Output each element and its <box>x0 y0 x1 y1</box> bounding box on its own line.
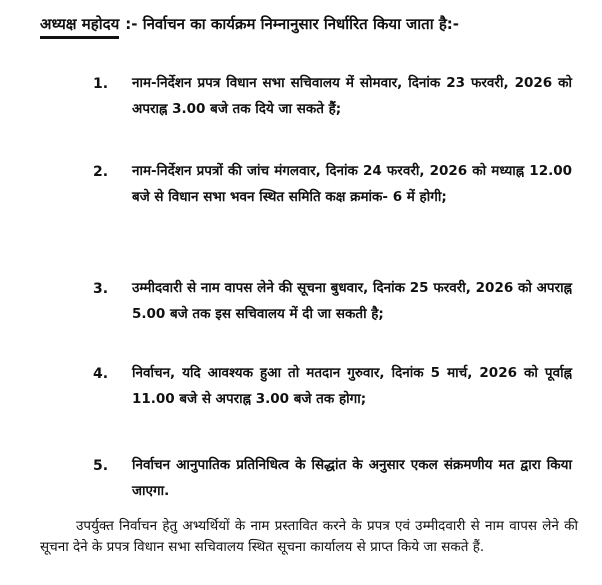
item-number: 4. <box>93 366 109 382</box>
item-text: नाम-निर्देशन प्रपत्र विधान सभा सचिवालय में सोमवार, दिनांक 23 फरवरी, 2026 को अपराह्न 3.00 बजे तक दिये जा सकते हैं; <box>132 75 572 117</box>
item-text: निर्वाचन आनुपातिक प्रतिनिधित्व के सिद्धांत के अनुसार एकल संक्रमणीय मत द्वारा किया जाएगा. <box>132 457 572 499</box>
item-text: उम्मीदवारी से नाम वापस लेने की सूचना बुधवार, दिनांक 25 फरवरी, 2026 को अपराह्न 5.00 बजे तक इस सचिवालय में दी जा सकती है; <box>132 280 572 322</box>
item-text: निर्वाचन, यदि आवश्यक हुआ तो मतदान गुरुवार, दिनांक 5 मार्च, 2026 को पूर्वाह्न 11.00 बजे से अपराह्न 3.00 बजे तक होगा; <box>132 365 572 407</box>
speaker-label: अध्यक्ष महोदय <box>40 14 119 39</box>
item-text: नाम-निर्देशन प्रपत्रों की जांच मंगलवार, दिनांक 24 फरवरी, 2026 को मध्याह्न 12.00 बजे से विधान सभा भवन स्थित समिति कक्ष क्रमांक- 6 में होगी; <box>132 163 572 205</box>
page-heading <box>40 14 459 39</box>
item-number: 3. <box>93 281 109 297</box>
closing-paragraph: उपर्युक्त निर्वाचन हेतु अभ्यर्थियों के नाम प्रस्तावित करने के प्रपत्र एवं उम्मीदवारी से नाम वापस लेने की सूचना देने के प्रपत्र विधान सभा सचिवालय स्थित सूचना कार्यालय से प्राप्त किये जा सकते हैं. <box>40 518 578 555</box>
heading-text: :- निर्वाचन का कार्यक्रम निम्नानुसार निर्धारित किया जाता है:- <box>125 15 460 33</box>
item-number: 5. <box>93 458 109 474</box>
item-number: 2. <box>93 164 109 180</box>
item-number: 1. <box>93 76 109 92</box>
